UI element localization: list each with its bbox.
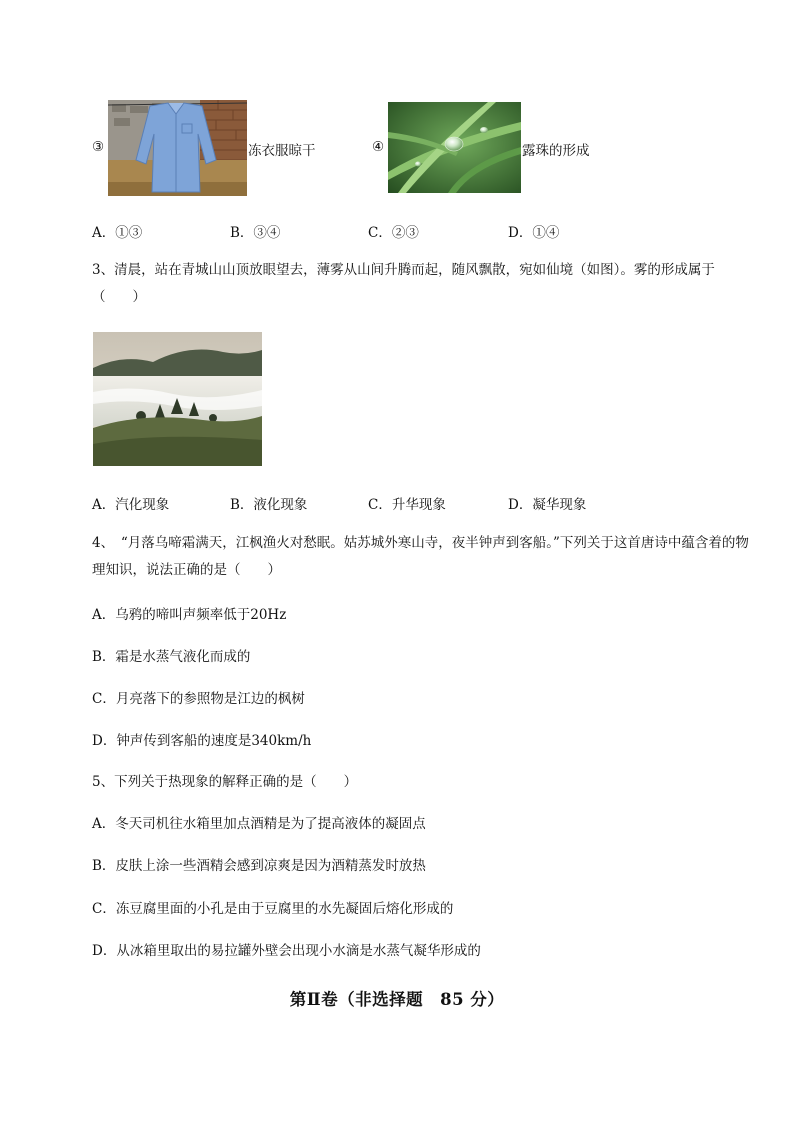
item4-number: ④: [372, 139, 385, 155]
item4-caption: 露珠的形成: [522, 143, 590, 159]
section-heading: 第Ⅱ卷（非选择题 85 分）: [289, 990, 505, 1009]
q3-stem: 3、清晨，站在青城山山顶放眼望去，薄雾从山间升腾而起，随风飘散，宛如仙境（如图）。雾的形成属于（ ）: [92, 262, 715, 305]
q3-option-b[interactable]: B．液化现象: [230, 497, 308, 513]
q5-option-d[interactable]: D．从冰箱里取出的易拉罐外壁会出现小水滴是水蒸气凝华形成的: [92, 943, 481, 959]
q5-option-b[interactable]: B．皮肤上涂一些酒精会感到凉爽是因为酒精蒸发时放热: [92, 858, 426, 874]
frozen-clothes-photo: [108, 100, 247, 196]
q4-option-b[interactable]: B．霜是水蒸气液化而成的: [92, 649, 251, 665]
dew-drop-photo: [388, 102, 521, 193]
q3-option-a[interactable]: A．汽化现象: [92, 497, 170, 513]
q4-option-c[interactable]: C．月亮落下的参照物是江边的枫树: [92, 691, 305, 707]
q2-option-d[interactable]: D．①④: [508, 225, 560, 241]
q2-option-a[interactable]: A．①③: [92, 225, 143, 241]
q4-option-d[interactable]: D．钟声传到客船的速度是340km/h: [92, 733, 312, 749]
q4-option-a[interactable]: A．乌鸦的啼叫声频率低于20Hz: [92, 607, 287, 623]
item3-caption: 冻衣服晾干: [248, 143, 316, 159]
q3-option-c[interactable]: C．升华现象: [368, 497, 446, 513]
q4-stem: 4、 “月落乌啼霜满天，江枫渔火对愁眠。姑苏城外寒山寺，夜半钟声到客船。”下列关于这首唐诗中蕴含着的物理知识，说法正确的是（ ）: [92, 535, 749, 578]
mountain-fog-photo: [93, 332, 262, 466]
q3-option-d[interactable]: D．凝华现象: [508, 497, 587, 513]
q5-option-a[interactable]: A．冬天司机往水箱里加点酒精是为了提高液体的凝固点: [92, 816, 426, 832]
q5-option-c[interactable]: C．冻豆腐里面的小孔是由于豆腐里的水先凝固后熔化形成的: [92, 901, 454, 917]
q2-option-c[interactable]: C．②③: [368, 225, 419, 241]
q2-option-b[interactable]: B．③④: [230, 225, 281, 241]
q5-stem: 5、下列关于热现象的解释正确的是（ ）: [92, 774, 358, 790]
item3-number: ③: [92, 139, 105, 155]
q2-options: [92, 221, 732, 241]
q3-options: [92, 493, 732, 513]
